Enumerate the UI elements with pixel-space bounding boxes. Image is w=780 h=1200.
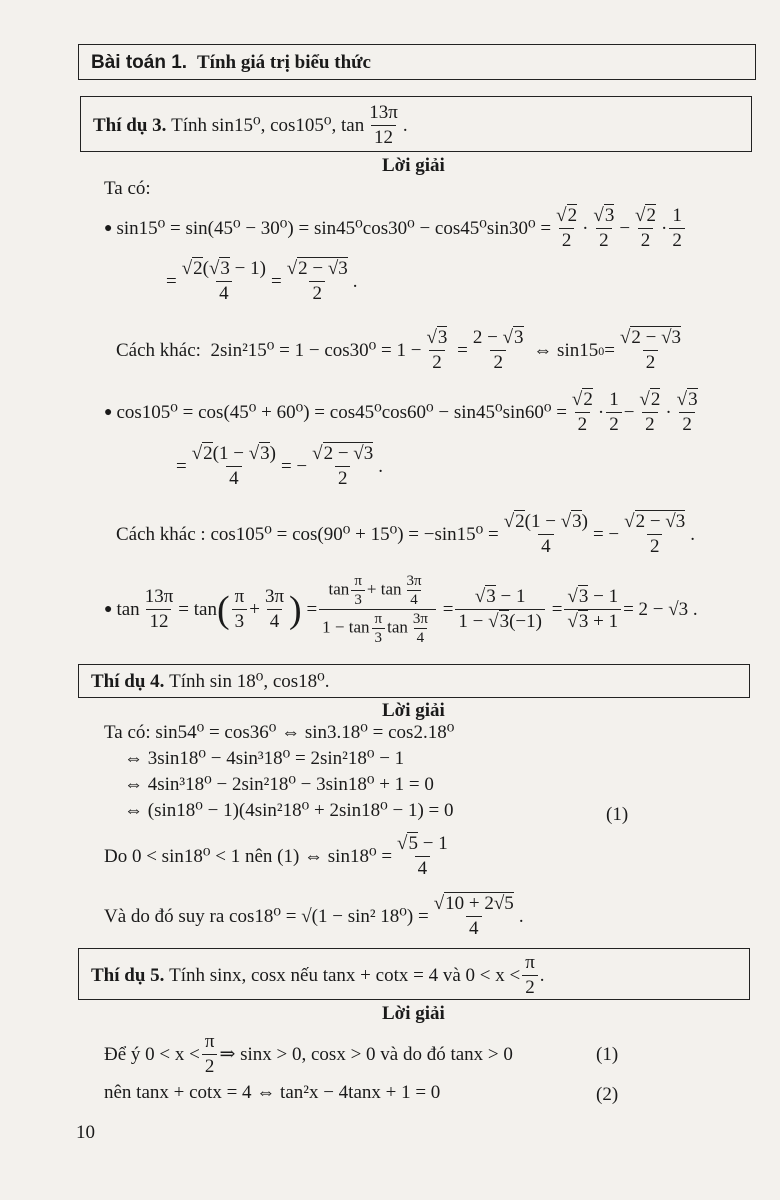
- example3-box: Thí dụ 3. Tính sin15⁰, cos105⁰, tan 13π 12 .: [80, 96, 752, 152]
- example4-label: Thí dụ 4.: [91, 670, 165, 692]
- ex4-line4: ⇔ (sin18⁰ − 1)(4sin²18⁰ + 2sin18⁰ − 1) = 0: [124, 800, 454, 821]
- example4-box: [78, 664, 750, 698]
- ex5-line1-tag: (1): [596, 1044, 619, 1065]
- bullet-icon: ●: [104, 220, 113, 236]
- example3-fraction: 13π 12: [369, 102, 398, 148]
- ex4-line5: Do 0 < sin18⁰ < 1 nên (1) ⇔ sin18⁰ = √ $\frac{5 - 1}{4}$: [104, 832, 453, 881]
- example4-prompt: Tính sin 18⁰, cos18⁰.: [169, 671, 330, 692]
- example5-label: Thí dụ 5.: [91, 964, 165, 986]
- example3-solution-title: Lời giải: [382, 155, 445, 176]
- example5-solution-title: Lời giải: [382, 1003, 445, 1024]
- bullet-icon: ●: [104, 404, 113, 420]
- lesson-title: Tính giá trị biểu thức: [197, 52, 371, 73]
- example3-intro: Ta có:: [104, 178, 151, 199]
- sin15-line: ● sin15⁰ = sin(45⁰ − 30⁰) = sin45⁰cos30⁰ − cos45⁰sin30⁰ = √ $\frac{2}{2}$ · √ 3 2 − √ 2 2 · 1 2: [104, 204, 687, 253]
- ex5-line2-tag: (2): [596, 1084, 619, 1105]
- page-number: 10: [76, 1122, 95, 1143]
- cos105-line: ● cos105⁰ = cos(45⁰ + 60⁰) = cos45⁰cos60⁰ − sin45⁰sin60⁰ = √ $\frac{2}{2}$ · 1 2 − √ 2 2 · √ 3 2: [104, 388, 703, 437]
- ex4-line2: ⇔ 3sin18⁰ − 4sin³18⁰ = 2sin²18⁰ − 1: [124, 748, 405, 769]
- ex4-line6: Và do đó suy ra cos18⁰ = √(1 − sin² 18⁰) = √ $\frac{10 + 2√5}{4}$ .: [104, 892, 524, 941]
- example5-box: Thí dụ 5. Tính sinx, cosx nếu tanx + cotx = 4 và 0 < x < π 2 .: [78, 948, 750, 1000]
- tan-line: ● tan $\frac{13\pi}{12}$ = tan ( π 3 + 3π 4 ) = tan $\frac{\pi}{3}$ + tan $\frac{3\pi}{4}$ 1 − tan $\frac{\pi}{3}$ tan $\frac{3\pi}{4}$ = √ 3 − 1 1 − √ 3(−1) = √ 3 − 1 √ 3 + 1 = 2 − √3 .: [104, 572, 698, 647]
- ex5-line1: Để ý 0 < x < π 2 ⇒ sinx > 0, cosx > 0 và do đó tanx > 0: [104, 1031, 513, 1077]
- alt-sin-line: Cách khác: 2sin²15⁰ = 1 − cos30⁰ = 1 − √ $\frac{3}{2}$ = 2 − √ 3 2 ⇔ sin15 0 = √ 2 − √3 2: [116, 326, 686, 375]
- lesson-header-box: [78, 44, 756, 80]
- ex4-line4-tag: (1): [606, 804, 629, 825]
- alt-cos-line: Cách khác : cos105⁰ = cos(90⁰ + 15⁰) = −sin15⁰ = √ $\frac{2(1 - √ 3)}{4}$ = − √ 2 − √3 2 .: [116, 510, 695, 559]
- example5-prompt: Tính sinx, cosx nếu tanx + cotx = 4 và 0 < x <: [169, 964, 521, 986]
- cos105-result: = √ 2(1 − √ 3) 4 = − √ 2 − √3 2 .: [176, 442, 383, 491]
- example3-prompt: Tính sin15⁰, cos105⁰, tan: [171, 115, 365, 136]
- ex4-line1: Ta có: sin54⁰ = cos36⁰ ⇔ sin3.18⁰ = cos2.18⁰: [104, 722, 455, 743]
- example4-solution-title: Lời giải: [382, 700, 445, 721]
- sin15-result: = √ 2(√ 3 − 1) 4 = √ 2 − √3 2 .: [166, 257, 358, 306]
- example3-label: Thí dụ 3.: [93, 114, 167, 136]
- ex5-line2: nên tanx + cotx = 4 ⇔ tan²x − 4tanx + 1 = 0: [104, 1082, 441, 1103]
- lesson-label: Bài toán 1.: [91, 52, 188, 73]
- bullet-icon: ●: [104, 601, 113, 617]
- ex4-line3: ⇔ 4sin³18⁰ − 2sin²18⁰ − 3sin18⁰ + 1 = 0: [124, 774, 434, 795]
